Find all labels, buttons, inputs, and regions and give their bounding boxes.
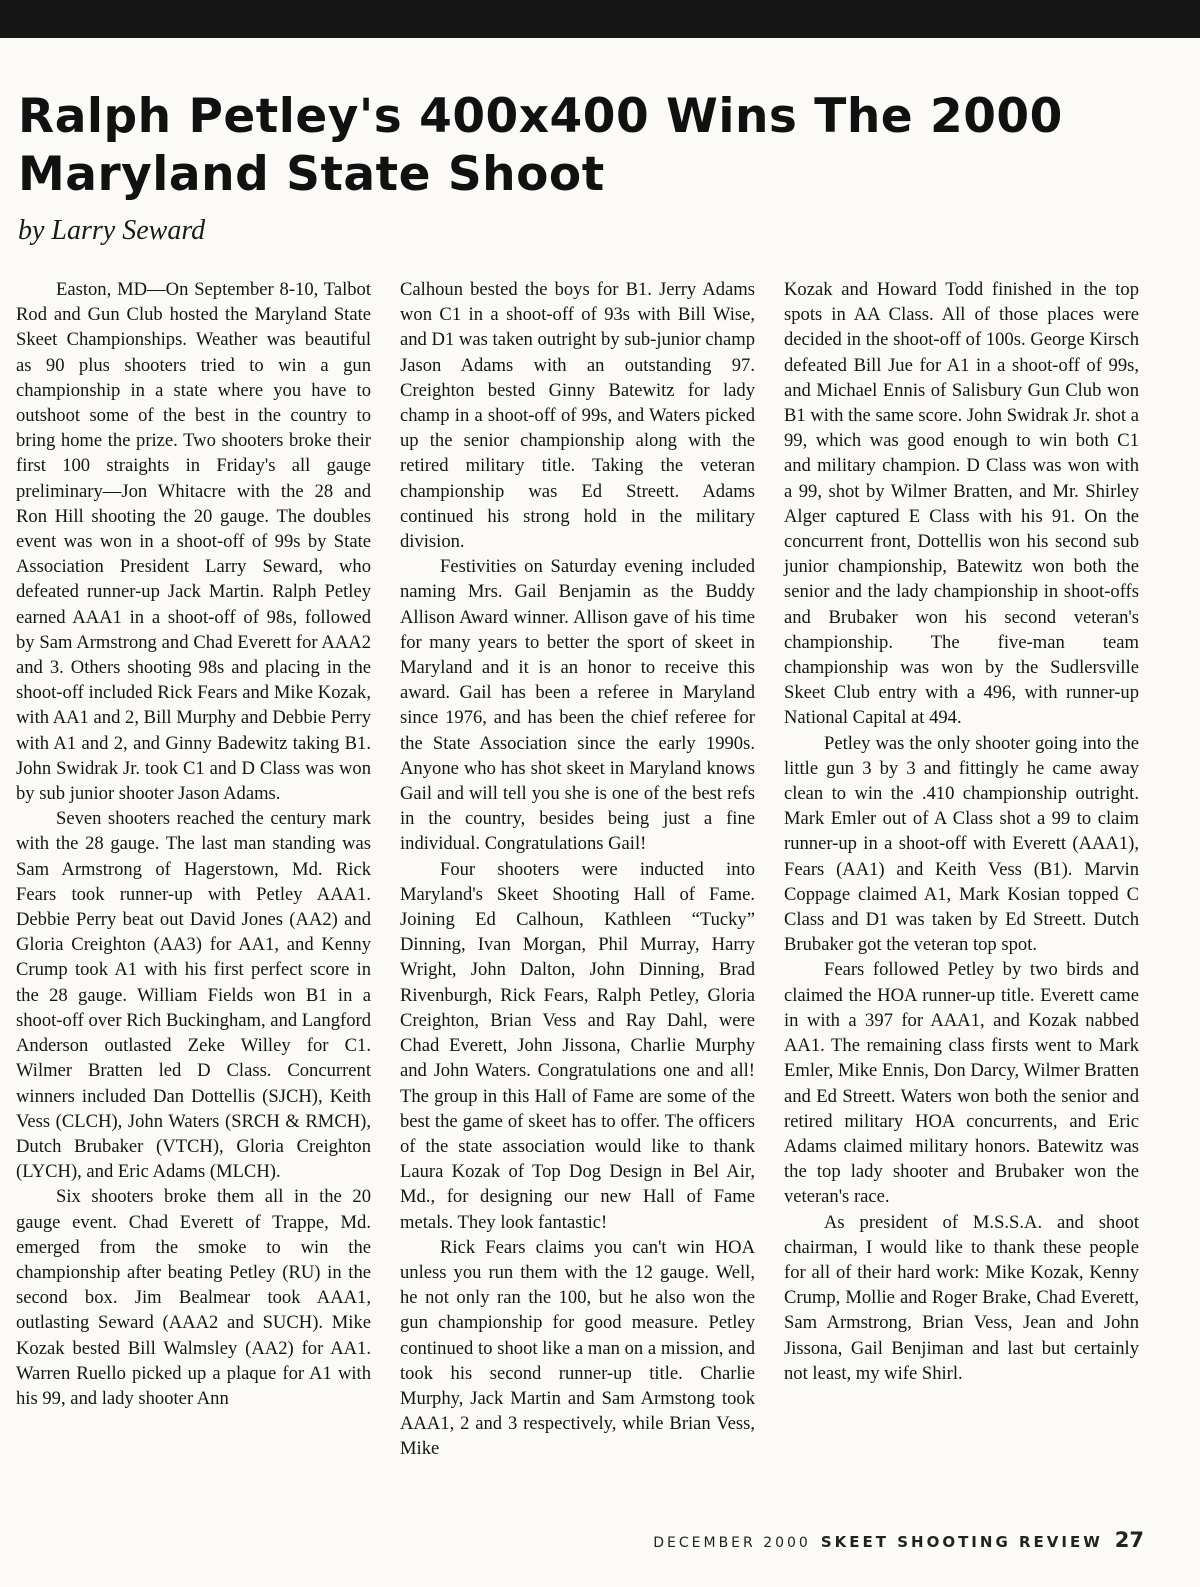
page-footer: [653, 1528, 1144, 1552]
paragraph: Four shooters were inducted into Maryland's Skeet Shooting Hall of Fame. Joining Ed Calhoun, Kathleen “Tucky” Dinning, Ivan Morgan, Phil Murray, Harry Wright, John Dalton, John Dinning, Brad Rivenburgh, Rick Fears, Ralph Petley, Gloria Creighton, Brian Vess and Ray Dahl, were Chad Everett, John Jissona, Charlie Murphy and John Waters. Congratulations one and all! The group in this Hall of Fame are some of the best the game of skeet has to offer. The officers of the state association would like to thank Laura Kozak of Top Dog Design in Bel Air, Md., for designing our new Hall of Fame metals. They look fantastic!: [400, 858, 755, 1233]
paragraph: Petley was the only shooter going into the little gun 3 by 3 and fittingly he came away clean to win the .410 championship outright. Mark Emler out of A Class shot a 99 to claim runner-up in a shoot-off with Everett (AAA1), Fears (AA1) and Keith Vess (B1). Marvin Coppage claimed A1, Mark Kosian topped C Class and D1 was taken by Ed Streett. Dutch Brubaker got the veteran top spot.: [784, 732, 1139, 956]
magazine-name: SKEET SHOOTING REVIEW: [820, 1533, 1103, 1551]
paragraph: Rick Fears claims you can't win HOA unless you run them with the 12 gauge. Well, he not only ran the 100, but he also won the gun championship for good measure. Petley continued to shoot like a man on a mission, and took his second runner-up title. Charlie Murphy, Jack Martin and Sam Armstong took AAA1, 2 and 3 respectively, while Brian Vess, Mike: [400, 1236, 755, 1460]
article-column-1: [16, 277, 371, 1411]
article-column-3: [784, 277, 1139, 1386]
paragraph: Kozak and Howard Todd finished in the top spots in AA Class. All of those places were decided in the shoot-off of 100s. George Kirsch defeated Bill Jue for A1 in a shoot-off of 99s, and Michael Ennis of Salisbury Gun Club won B1 with the same score. John Swidrak Jr. shot a 99, which was good enough to win both C1 and military champion. D Class was won with a 99, shot by Wilmer Bratten, and Mr. Shirley Alger captured E Class with his 91. On the concurrent front, Dottellis won his second sub junior championship, Batewitz won both the senior and the lady championship in shoot-offs and Brubaker won his second veteran's championship. The five-man team championship was won by the Sudlersville Skeet Club entry with a 496, with runner-up National Capital at 494.: [784, 279, 1139, 729]
article-headline: Ralph Petley's 400x400 Wins The 2000 Maryland State Shoot: [18, 89, 1063, 202]
paragraph: As president of M.S.S.A. and shoot chairman, I would like to thank these people for all of their hard work: Mike Kozak, Kenny Crump, Mollie and Roger Brake, Chad Everett, Sam Armstrong, Brian Vess, Jean and John Jissona, Gail Benjiman and last but certainly not least, my wife Shirl.: [784, 1211, 1139, 1384]
paragraph: Six shooters broke them all in the 20 gauge event. Chad Everett of Trappe, Md. emerged from the smoke to win the championship after beating Petley (RU) in the second box. Jim Bealmear took AAA1, outlasting Seward (AAA2 and SUCH). Mike Kozak bested Bill Walmsley (AA2) for AA1. Warren Ruello picked up a plaque for A1 with his 99, and lady shooter Ann: [16, 1186, 371, 1409]
top-border-bar: [0, 0, 1200, 38]
article-byline: by Larry Seward: [18, 215, 206, 246]
paragraph: Seven shooters reached the century mark with the 28 gauge. The last man standing was Sam Armstrong of Hagerstown, Md. Rick Fears took runner-up with Petley AAA1. Debbie Perry beat out David Jones (AA2) and Gloria Creighton (AA3) for AA1, and Kenny Crump took A1 with his first perfect score in the 28 gauge. William Fields won B1 in a shoot-off over Rich Buckingham, and Langford Anderson outlasted Zeke Willey for C1. Wilmer Bratten led D Class. Concurrent winners included Dan Dottellis (SJCH), Keith Vess (CLCH), John Waters (SRCH & RMCH), Dutch Brubaker (VTCH), Gloria Creighton (LYCH), and Eric Adams (MLCH).: [16, 808, 371, 1183]
page-number: 27: [1114, 1528, 1144, 1552]
issue-date: DECEMBER 2000: [653, 1535, 811, 1551]
paragraph: Fears followed Petley by two birds and claimed the HOA runner-up title. Everett came in with a 397 for AAA1, and Kozak nabbed AA1. The remaining class firsts went to Mark Emler, Mike Ennis, Don Darcy, Wilmer Bratten and Ed Streett. Waters won both the senior and retired military HOA concurrents, and Eric Adams claimed military honors. Batewitz was the top lady shooter and Brubaker won the veteran's race.: [784, 959, 1139, 1208]
paragraph: Calhoun bested the boys for B1. Jerry Adams won C1 in a shoot-off of 93s with Bill Wise, and D1 was taken outright by sub-junior champ Jason Adams with an outstanding 97. Creighton bested Ginny Batewitz for lady champ in a shoot-off of 99s, and Waters picked up the senior championship along with the retired military title. Taking the veteran championship was Ed Streett. Adams continued his strong hold in the military division.: [400, 279, 755, 553]
article-column-2: [400, 277, 755, 1462]
paragraph: Easton, MD—On September 8-10, Talbot Rod and Gun Club hosted the Maryland State Skeet Championships. Weather was beautiful as 90 plus shooters tried to win a gun championship in a state where you have to outshoot some of the best in the country to bring home the prize. Two shooters broke their first 100 straights in Friday's all gauge preliminary—Jon Whitacre with the 28 and Ron Hill shooting the 20 gauge. The doubles event was won in a shoot-off of 99s by State Association President Larry Seward, who defeated runner-up Jack Martin. Ralph Petley earned AAA1 in a shoot-off of 98s, followed by Sam Armstrong and Chad Everett for AAA2 and 3. Others shooting 98s and placing in the shoot-off included Rick Fears and Mike Kozak, with AA1 and 2, Bill Murphy and Debbie Perry with A1 and 2, and Ginny Badewitz taking B1. John Swidrak Jr. took C1 and D Class was won by sub junior shooter Jason Adams.: [16, 279, 371, 805]
paragraph: Festivities on Saturday evening included naming Mrs. Gail Benjamin as the Buddy Allison Award winner. Allison gave of his time for many years to better the sport of skeet in Maryland and it is an honor to receive this award. Gail has been a referee in Maryland since 1976, and has been the chief referee for the State Association since the early 1990s. Anyone who has shot skeet in Maryland knows Gail and will tell you she is one of the best refs in the country, besides being just a fine individual. Congratulations Gail!: [400, 556, 755, 855]
